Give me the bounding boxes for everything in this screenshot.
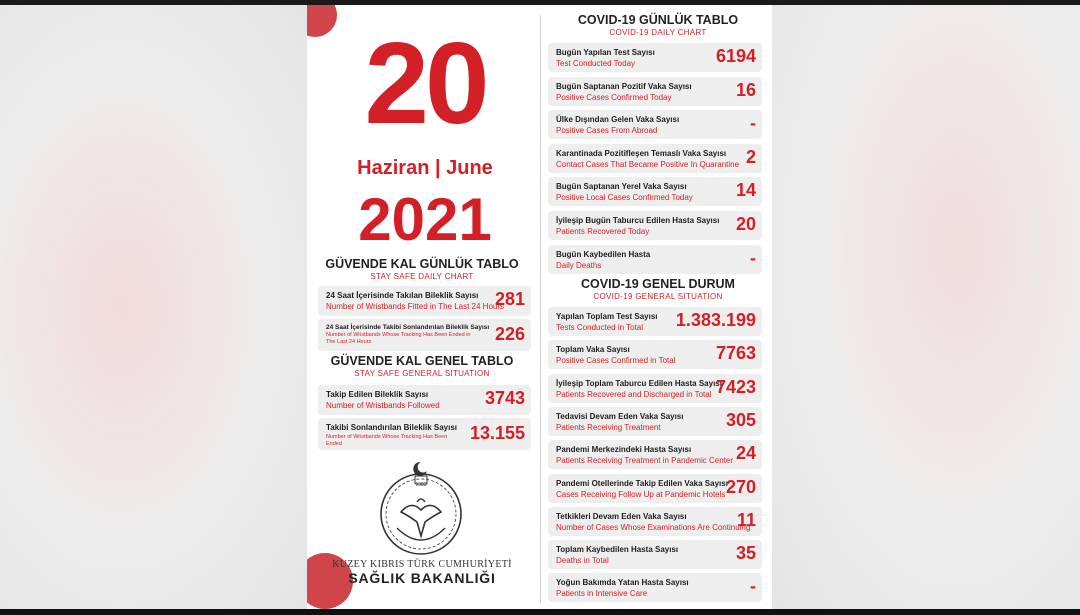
row-label-en: Number of Wristbands Whose Tracking Has Been Ended	[326, 434, 448, 447]
row-value: -	[750, 247, 756, 268]
table-row	[318, 319, 531, 351]
covid-daily-title: COVID-19 GÜNLÜK TABLO	[577, 13, 739, 27]
table-row	[548, 340, 762, 369]
row-value: 2	[745, 146, 756, 167]
row-label-tr: İyileşip Toplam Taburcu Edilen Hasta Sayısı	[556, 378, 722, 388]
row-label-tr: Tetkikleri Devam Eden Vaka Sayısı	[556, 511, 687, 521]
row-value: -	[750, 113, 756, 134]
row-value: 11	[736, 509, 756, 530]
row-value: 16	[735, 79, 756, 100]
table-row	[548, 77, 762, 106]
table-row	[548, 43, 762, 72]
table-row	[548, 573, 762, 602]
date-year: 2021	[358, 186, 492, 253]
row-label-en: Patients Receiving Treatment in Pandemic Center	[556, 456, 733, 466]
virus-icon	[307, 5, 337, 37]
row-value: -	[750, 576, 756, 597]
row-label-en: Positive Cases Confirmed in Total	[556, 356, 676, 366]
table-row	[548, 507, 762, 536]
row-value: 7763	[715, 343, 756, 364]
row-label-en: Positive Cases From Abroad	[556, 126, 658, 136]
table-row	[548, 374, 762, 403]
row-label-tr: Toplam Kaybedilen Hasta Sayısı	[556, 545, 679, 555]
stay-safe-daily-subtitle: STAY SAFE DAILY CHART	[370, 272, 474, 281]
row-label-en: Test Conducted Today	[556, 59, 636, 68]
stay-safe-general-subtitle: STAY SAFE GENERAL SITUATION	[354, 369, 490, 378]
blurred-background-right	[772, 5, 1080, 609]
row-value: 7423	[715, 376, 756, 397]
table-row	[548, 440, 762, 469]
row-label-en: Patients in Intensive Care	[556, 589, 648, 599]
row-label-tr: Bugün Saptanan Pozitif Vaka Sayısı	[556, 81, 692, 91]
row-label-tr: Tedavisi Devam Eden Vaka Sayısı	[556, 411, 684, 421]
row-value: 13.155	[469, 423, 525, 443]
row-label-en: Patients Recovered and Discharged in Total	[556, 389, 712, 399]
table-row	[548, 407, 762, 436]
table-row	[318, 418, 531, 450]
row-label-tr: Takibi Sonlandırılan Bileklik Sayısı	[326, 423, 458, 432]
stay-safe-daily-title: GÜVENDE KAL GÜNLÜK TABLO	[325, 257, 519, 271]
row-label-tr: Yapılan Toplam Test Sayısı	[556, 312, 658, 321]
row-label-en: Cases Receiving Follow Up at Pandemic Hotels	[556, 489, 726, 499]
row-label-en: Number of Cases Whose Examinations Are Continuing	[556, 522, 751, 532]
row-value: 270	[725, 476, 756, 497]
row-label-en: Patients Receiving Treatment	[556, 422, 661, 432]
row-label-en: Tests Conducted in Total	[556, 323, 644, 332]
row-label-en: Number of Wristbands Fitted in The Last 24 Hours	[326, 302, 505, 311]
table-row	[548, 211, 762, 240]
table-row	[548, 540, 762, 569]
row-label-en: Positive Cases Confirmed Today	[556, 92, 672, 102]
row-label-en: Deaths in Total	[556, 556, 609, 566]
row-value: 3743	[484, 388, 525, 408]
row-label-en: Number of Wristbands Whose Tracking Has Been Ended in The Last 24 Hours	[326, 332, 471, 345]
table-row	[548, 110, 762, 139]
covid-daily-subtitle: COVID-19 DAILY CHART	[609, 28, 707, 37]
row-label-tr: Pandemi Otellerinde Takip Edilen Vaka Sayısı	[556, 478, 728, 488]
row-value: 24	[735, 443, 756, 464]
row-label-tr: Bugün Kaybedilen Hasta	[556, 249, 651, 259]
covid-general-subtitle: COVID-19 GENERAL SITUATION	[593, 292, 723, 301]
date-month: Haziran | June	[357, 157, 493, 179]
column-divider	[540, 15, 541, 603]
row-value: 14	[735, 180, 756, 201]
covid-general-title: COVID-19 GENEL DURUM	[581, 277, 735, 291]
ministry-country: KUZEY KIBRIS TÜRK CUMHURİYETİ	[332, 559, 512, 570]
row-value: 1.383.199	[675, 310, 756, 330]
row-label-tr: 24 Saat İçerisinde Takılan Bileklik Sayısı	[326, 291, 479, 300]
table-row	[548, 474, 762, 503]
row-label-tr: İyileşip Bugün Taburcu Edilen Hasta Sayısı	[556, 216, 720, 225]
row-value: 281	[494, 289, 525, 309]
table-row	[318, 385, 531, 415]
row-value: 20	[735, 214, 756, 234]
table-row	[548, 144, 762, 173]
row-label-tr: Bugün Yapılan Test Sayısı	[556, 48, 655, 57]
row-label-en: Daily Deaths	[556, 260, 602, 270]
row-label-tr: Toplam Vaka Sayısı	[556, 345, 630, 355]
row-label-en: Patients Recovered Today	[556, 227, 650, 236]
covid-poster	[307, 5, 772, 609]
blurred-background-left	[0, 5, 307, 609]
row-label-tr: 24 Saat İçerisinde Takibi Sonlandırılan Bileklik Sayısı	[326, 324, 490, 331]
bottom-bar	[0, 609, 1080, 615]
row-label-tr: Yoğun Bakımda Yatan Hasta Sayısı	[556, 578, 689, 588]
row-value: 305	[725, 409, 756, 430]
stay-safe-general-title: GÜVENDE KAL GENEL TABLO	[330, 354, 514, 368]
row-label-tr: Pandemi Merkezindeki Hasta Sayısı	[556, 445, 692, 455]
row-value: 226	[494, 324, 525, 344]
row-label-tr: Bugün Saptanan Yerel Vaka Sayısı	[556, 182, 687, 192]
row-label-tr: Takip Edilen Bileklik Sayısı	[326, 390, 429, 399]
date-day: 20	[364, 18, 486, 148]
row-label-en: Positive Local Cases Confirmed Today	[556, 193, 693, 203]
row-label-tr: Ülke Dışından Gelen Vaka Sayısı	[556, 115, 680, 125]
table-row	[548, 307, 762, 336]
table-row	[318, 286, 531, 316]
row-label-en: Number of Wristbands Followed	[326, 401, 440, 410]
row-label-en: Contact Cases That Became Positive In Quarantine	[556, 159, 740, 169]
emblem-year: 1983	[415, 482, 427, 488]
ministry-name: SAĞLIK BAKANLIĞI	[348, 570, 496, 586]
row-value: 35	[735, 543, 756, 564]
row-value: 6194	[715, 46, 756, 66]
table-row	[548, 177, 762, 206]
table-row	[548, 245, 762, 274]
row-label-tr: Karantinada Pozitifleşen Temaslı Vaka Sayısı	[556, 148, 727, 158]
emblem-icon	[373, 456, 469, 558]
